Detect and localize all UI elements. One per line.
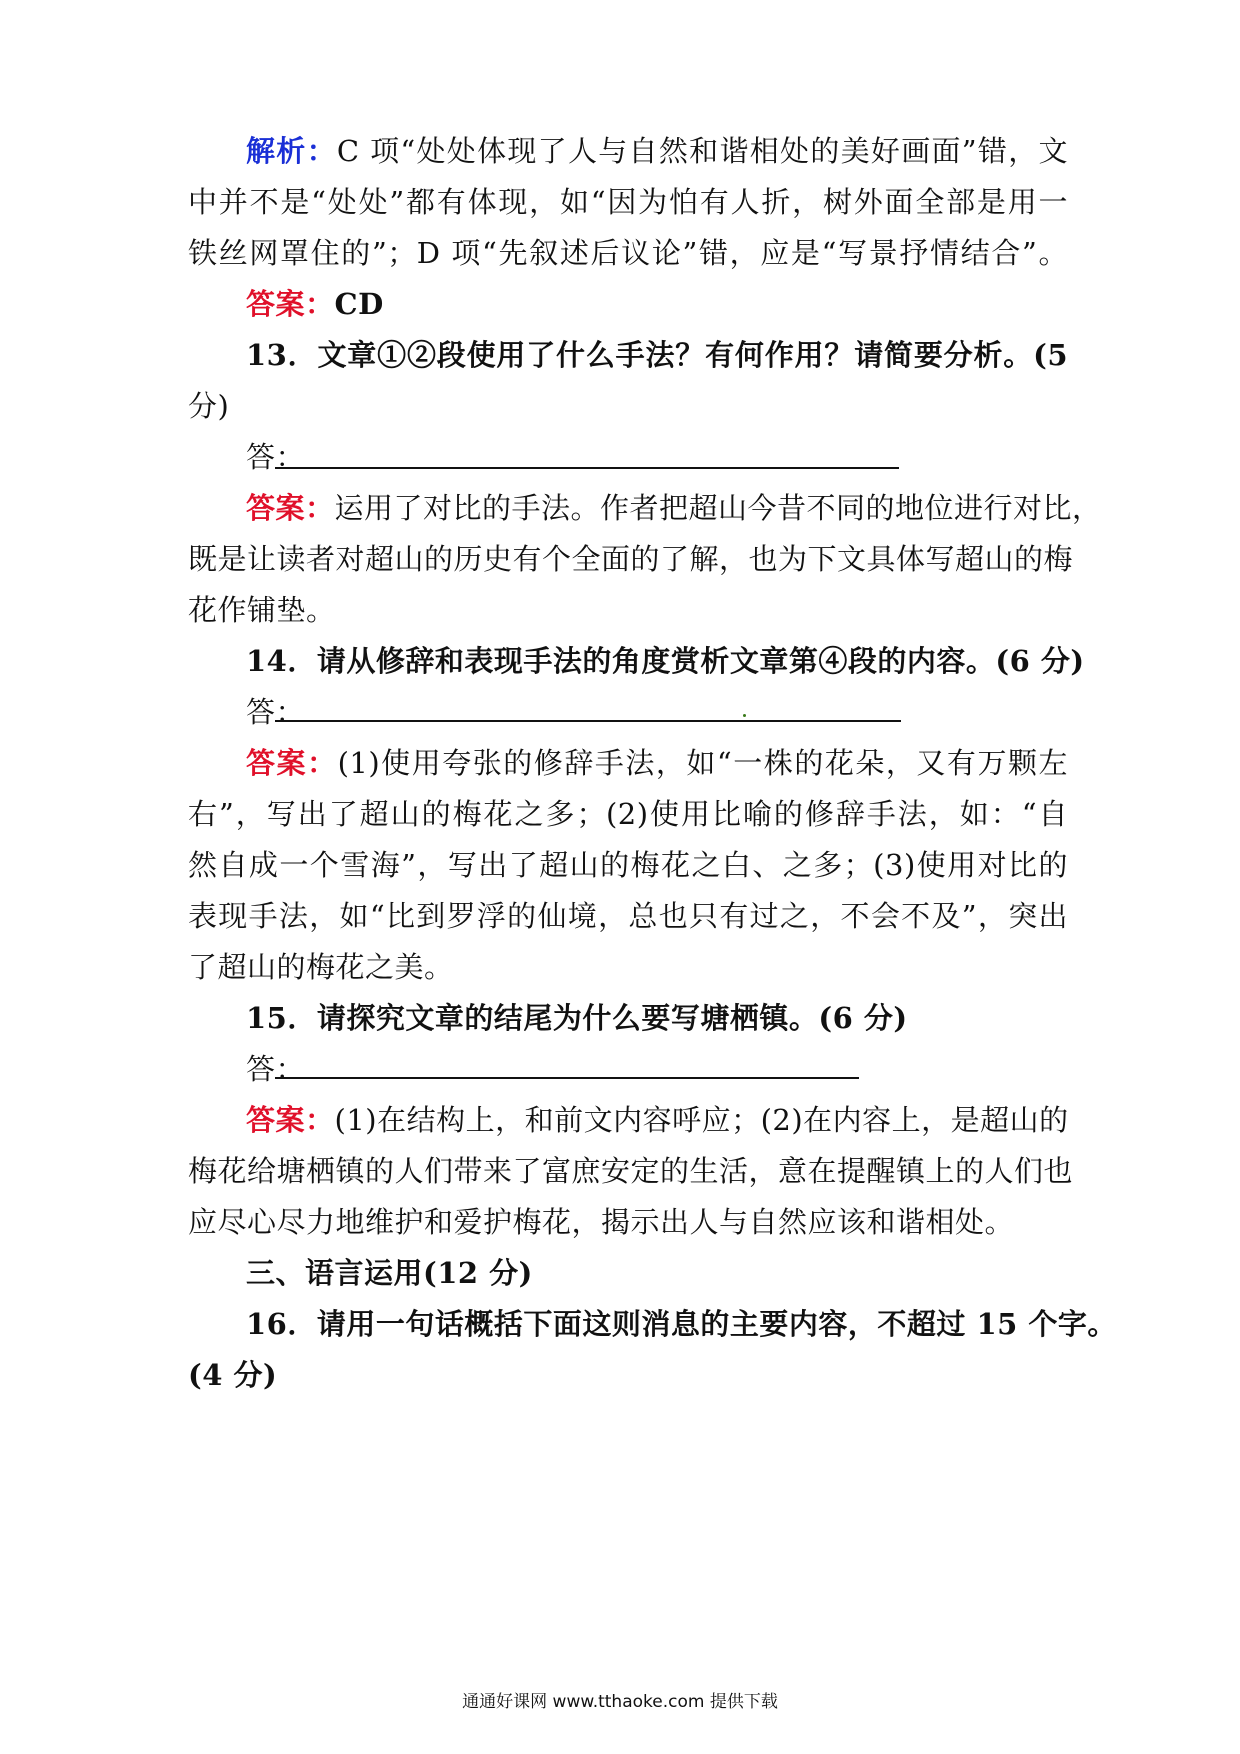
section-3-title: 三、语言运用(12 分) <box>246 1256 533 1290</box>
answer-13-line-2: 既是让读者对超山的历史有个全面的了解，也为下文具体写超山的梅 <box>188 542 1074 576</box>
answer-15-line-3: 应尽心尽力地维护和爱护梅花，揭示出人与自然应该和谐相处。 <box>188 1205 1015 1239</box>
answer-14-line-3: 然自成一个雪海”，写出了超山的梅花之白、之多；(3)使用对比的 <box>188 848 1068 882</box>
answer-15-line-1 <box>246 1100 1068 1140</box>
answer-15-line-2: 梅花给塘栖镇的人们带来了富庶安定的生活，意在提醒镇上的人们也 <box>188 1154 1074 1188</box>
answer-14-label: 答案： <box>246 746 338 780</box>
analysis-label: 解析： <box>246 134 337 168</box>
question-13-answer-blank[interactable] <box>275 467 899 469</box>
answer-prompt-label: 答： <box>246 695 306 729</box>
answer-prompt-label: 答： <box>246 440 306 474</box>
answer-12-label: 答案： <box>246 287 335 321</box>
analysis-text-1: C 项“处处体现了人与自然和谐相处的美好画面”错，文 <box>336 134 1068 168</box>
question-15-answer-blank[interactable] <box>275 1077 859 1079</box>
analysis-line-1 <box>246 131 1068 171</box>
question-13-line-2: 分) <box>188 389 230 423</box>
answer-prompt-label: 答： <box>246 1052 306 1086</box>
question-16-line-2: (4 分) <box>188 1358 278 1392</box>
answer-14-line-1 <box>246 743 1068 783</box>
answer-12-value: CD <box>334 287 384 321</box>
answer-13-text-1: 运用了对比的手法。作者把超山今昔不同的地位进行对比， <box>334 491 1102 525</box>
answer-12-line <box>246 284 1068 324</box>
question-15-line: 15．请探究文章的结尾为什么要写塘栖镇。(6 分) <box>246 1001 908 1035</box>
question-14-answer-prompt <box>246 692 1068 732</box>
answer-13-line-3: 花作铺垫。 <box>188 593 336 627</box>
question-13-line-1: 13．文章①②段使用了什么手法？有何作用？请简要分析。(5 <box>246 338 1068 372</box>
page-footer: 通通好课网 www.tthaoke.com 提供下载 <box>462 1692 778 1712</box>
question-13-answer-prompt <box>246 437 1068 477</box>
answer-15-text-1: (1)在结构上，和前文内容呼应；(2)在内容上，是超山的 <box>334 1103 1069 1137</box>
answer-14-line-2: 右”，写出了超山的梅花之多；(2)使用比喻的修辞手法，如：“自 <box>188 797 1068 831</box>
question-16-line-1: 16．请用一句话概括下面这则消息的主要内容，不超过 15 个字。 <box>246 1307 1117 1341</box>
analysis-line-3: 铁丝网罩住的”；D 项“先叙述后议论”错，应是“写景抒情结合”。 <box>188 236 1068 270</box>
question-14-answer-blank[interactable] <box>275 720 901 722</box>
answer-13-label: 答案： <box>246 491 335 525</box>
analysis-line-2: 中并不是“处处”都有体现，如“因为怕有人折，树外面全部是用一 <box>188 185 1068 219</box>
question-15-answer-prompt <box>246 1049 1068 1089</box>
answer-14-text-1: (1)使用夸张的修辞手法，如“一株的花朵，又有万颗左 <box>337 746 1068 780</box>
stray-mark <box>743 714 746 717</box>
question-14-line: 14．请从修辞和表现手法的角度赏析文章第④段的内容。(6 分) <box>246 644 1085 678</box>
answer-15-label: 答案： <box>246 1103 335 1137</box>
answer-14-line-4: 表现手法，如“比到罗浮的仙境，总也只有过之，不会不及”，突出 <box>188 899 1068 933</box>
answer-14-line-5: 了超山的梅花之美。 <box>188 950 454 984</box>
answer-13-line-1 <box>246 488 1102 528</box>
